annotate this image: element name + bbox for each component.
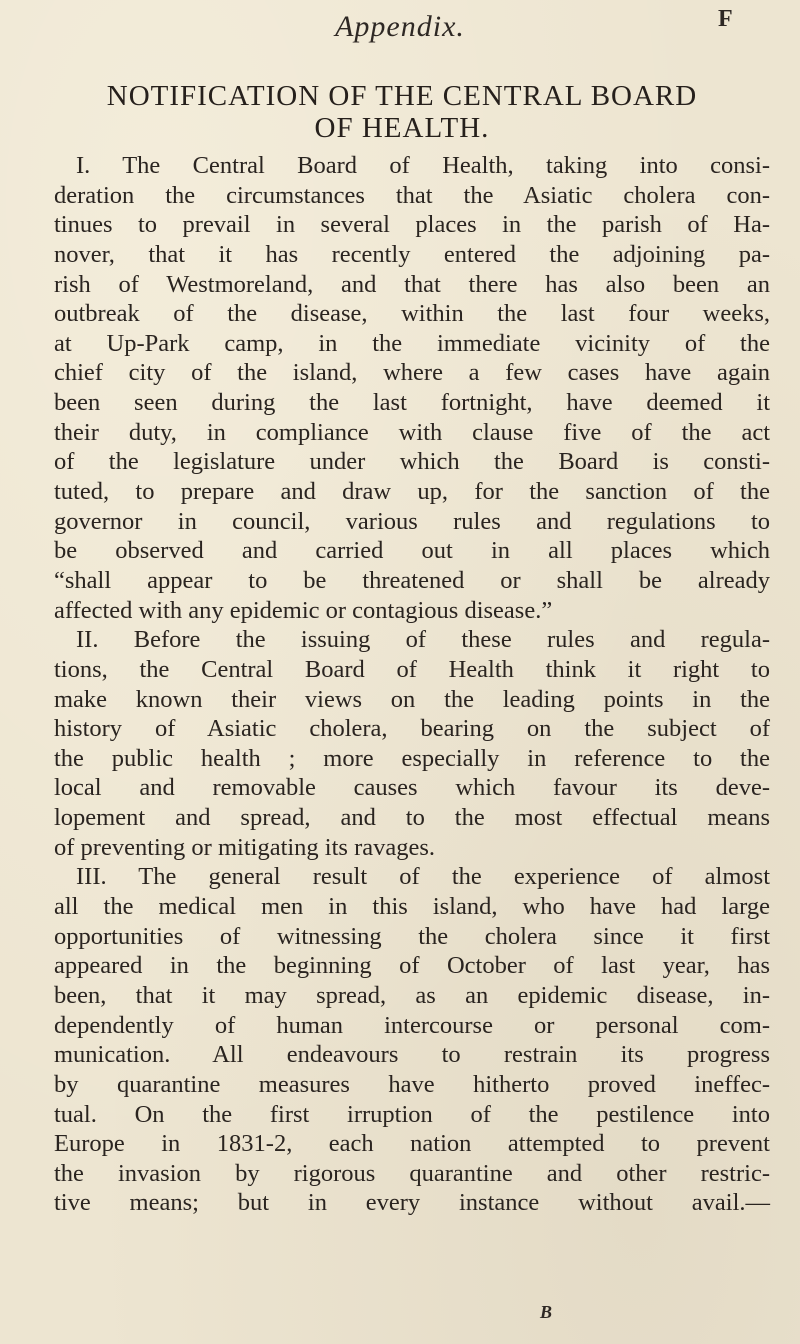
text-line: I. The Central Board of Health, taking into consi- bbox=[76, 152, 770, 179]
text-line: tinues to prevail in several places in the parish of Ha- bbox=[54, 211, 770, 239]
text-line: tions, the Central Board of Health think it right to bbox=[54, 655, 770, 683]
text-line: be observed and carried out in all places which bbox=[54, 537, 770, 565]
text-line: at Up-Park camp, in the immediate vicinity of the bbox=[54, 329, 770, 357]
text-line: history of Asiatic cholera, bearing on the subject of bbox=[54, 715, 770, 743]
text-line: dependently of human intercourse or personal com- bbox=[54, 1011, 770, 1039]
text-line: been, that it may spread, as an epidemic disease, in- bbox=[54, 981, 770, 1009]
body-text bbox=[54, 151, 770, 1218]
text-line: affected with any epidemic or contagious disease.” bbox=[54, 596, 553, 624]
text-line: governor in council, various rules and regulations to bbox=[54, 507, 770, 535]
text-line: lopement and spread, and to the most effectual means bbox=[54, 804, 770, 832]
text-line: of the legislature under which the Board is consti- bbox=[54, 448, 770, 476]
running-head: Appendix. bbox=[335, 10, 465, 43]
title-line-2: OF HEALTH. bbox=[314, 112, 490, 144]
text-line: chief city of the island, where a few cases have again bbox=[54, 359, 770, 387]
text-line: II. Before the issuing of these rules and regula- bbox=[76, 626, 770, 654]
text-line: all the medical men in this island, who have had large bbox=[54, 893, 770, 921]
text-line: tive means; but in every instance without avail.— bbox=[54, 1189, 770, 1217]
text-line: local and removable causes which favour its deve- bbox=[54, 774, 770, 802]
text-line: by quarantine measures have hitherto proved ineffec- bbox=[54, 1070, 770, 1098]
text-line: munication. All endeavours to restrain its progress bbox=[54, 1041, 770, 1069]
text-line: of preventing or mitigating its ravages. bbox=[54, 833, 436, 861]
text-line: deration the circumstances that the Asiatic cholera con- bbox=[54, 181, 770, 209]
text-line: “shall appear to be threatened or shall be already bbox=[54, 566, 770, 594]
text-line: III. The general result of the experience of almost bbox=[76, 863, 770, 891]
text-line: Europe in 1831-2, each nation attempted to prevent bbox=[54, 1130, 770, 1158]
text-line: rish of Westmoreland, and that there has also been an bbox=[54, 270, 770, 298]
page-signature-mark: F bbox=[718, 6, 733, 32]
text-line: the invasion by rigorous quarantine and other restric- bbox=[54, 1159, 770, 1187]
title-line-1: NOTIFICATION OF THE CENTRAL BOARD bbox=[106, 80, 698, 112]
notification-title bbox=[36, 80, 768, 144]
text-line: make known their views on the leading points in the bbox=[54, 685, 770, 713]
text-line: tual. On the first irruption of the pestilence into bbox=[54, 1100, 770, 1128]
text-line: been seen during the last fortnight, have deemed it bbox=[54, 389, 770, 417]
text-line: their duty, in compliance with clause five of the act bbox=[54, 418, 770, 446]
text-line: outbreak of the disease, within the last four weeks, bbox=[54, 300, 770, 328]
text-line: nover, that it has recently entered the adjoining pa- bbox=[54, 240, 770, 268]
text-line: tuted, to prepare and draw up, for the sanction of the bbox=[54, 478, 770, 506]
text-line: appeared in the beginning of October of last year, has bbox=[54, 952, 770, 980]
text-line: the public health ; more especially in reference to the bbox=[54, 744, 770, 772]
signature-mark: B bbox=[540, 1302, 553, 1322]
text-line: opportunities of witnessing the cholera since it first bbox=[54, 922, 770, 950]
